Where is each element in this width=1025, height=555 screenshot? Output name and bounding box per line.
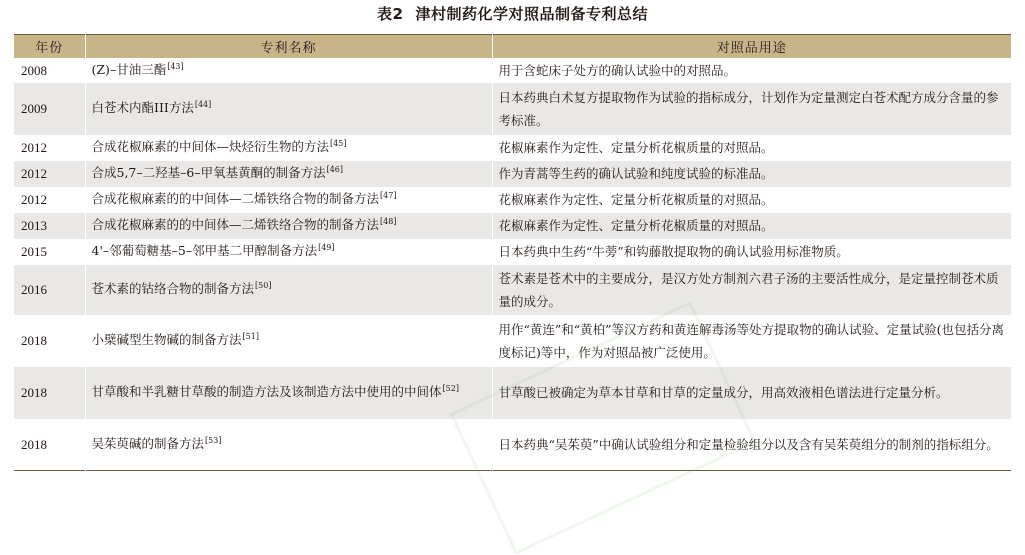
table-caption — [0, 4, 1025, 24]
cell-patent-name: 合成5,7–二羟基–6–甲氧基黄酮的制备方法[46] — [85, 161, 492, 187]
citation-ref: [45] — [330, 139, 347, 148]
table-number: 表2 — [377, 5, 404, 23]
cell-reference-use: 日本药典“吴茱萸”中确认试验组分和定量检验组分以及含有吴茱萸组分的制剂的指标组分。 — [492, 419, 1011, 471]
cell-patent-name: 白苍术内酯III方法[44] — [85, 83, 492, 135]
citation-ref: [48] — [380, 217, 397, 226]
table-row — [14, 58, 1011, 83]
cell-patent-name: 合成花椒麻素的中间体—炔烃衍生物的方法[45] — [85, 135, 492, 161]
cell-year: 2018 — [21, 436, 47, 452]
table-row — [14, 315, 1011, 367]
cell-reference-use: 花椒麻素作为定性、定量分析花椒质量的对照品。 — [492, 187, 1011, 213]
cell-patent-name: 4'–邻葡萄糖基–5–邻甲基二甲醇制备方法[49] — [85, 239, 492, 265]
cell-year: 2018 — [21, 385, 47, 400]
cell-reference-use: 用于含蛇床子处方的确认试验中的对照品。 — [492, 58, 1011, 83]
cell-year: 2018 — [21, 333, 47, 348]
header-reference-use: 对照品用途 — [492, 35, 1011, 58]
cell-patent-name: 合成花椒麻素的的中间体—二烯铁络合物的制备方法[48] — [85, 213, 492, 239]
cell-reference-use: 用作“黄连”和“黄柏”等汉方药和黄连解毒汤等处方提取物的确认试验、定量试验(也包括分离度标记)等中，作为对照品被广泛使用。 — [492, 315, 1011, 367]
cell-year: 2012 — [21, 140, 47, 155]
cell-year: 2016 — [21, 282, 47, 297]
cell-year: 2012 — [21, 166, 47, 181]
cell-reference-use: 日本药典白术复方提取物作为试验的指标成分，计划作为定量测定白苍术配方成分含量的参考标准。 — [492, 83, 1011, 135]
table-row — [14, 239, 1011, 265]
cell-reference-use: 日本药典中生药“牛蒡”和钩藤散提取物的确认试验用标准物质。 — [492, 239, 1011, 265]
header-row — [14, 35, 1011, 58]
table-row — [14, 419, 1011, 471]
cell-patent-name: 甘草酸和半乳糖甘草酸的制造方法及该制造方法中使用的中间体[52] — [85, 367, 492, 419]
cell-year: 2008 — [21, 62, 47, 78]
header-year: 年份 — [35, 40, 64, 56]
table-row — [14, 367, 1011, 419]
patent-table — [14, 34, 1011, 471]
table-row — [14, 83, 1011, 135]
citation-ref: [43] — [167, 61, 184, 71]
citation-ref: [50] — [255, 281, 272, 290]
citation-ref: [52] — [442, 384, 459, 393]
table-row — [14, 265, 1011, 315]
cell-reference-use: 花椒麻素作为定性、定量分析花椒质量的对照品。 — [492, 135, 1011, 161]
cell-patent-name: 合成花椒麻素的的中间体—二烯铁络合物的制备方法[47] — [85, 187, 492, 213]
cell-patent-name: 小檗碱型生物碱的制备方法[51] — [85, 315, 492, 367]
cell-patent-name: 吴茱萸碱的制备方法[53] — [85, 419, 492, 471]
citation-ref: [51] — [242, 332, 259, 341]
cell-year: 2015 — [21, 244, 47, 259]
citation-ref: [53] — [205, 435, 222, 445]
cell-reference-use: 花椒麻素作为定性、定量分析花椒质量的对照品。 — [492, 213, 1011, 239]
cell-year: 2012 — [21, 192, 47, 207]
citation-ref: [49] — [318, 243, 335, 252]
cell-reference-use: 作为青蒿等生药的确认试验和纯度试验的标准品。 — [492, 161, 1011, 187]
table-body — [14, 58, 1011, 471]
table-row — [14, 135, 1011, 161]
cell-year: 2013 — [21, 218, 47, 233]
table-title: 津村制药化学对照品制备专利总结 — [415, 5, 648, 23]
cell-patent-name: 苍术素的钴络合物的制备方法[50] — [85, 265, 492, 315]
citation-ref: [47] — [380, 191, 397, 200]
header-patent-name: 专利名称 — [85, 35, 492, 58]
cell-patent-name: (Z)–甘油三酯[43] — [85, 58, 492, 83]
citation-ref: [46] — [326, 165, 344, 174]
cell-year: 2009 — [21, 101, 47, 116]
cell-reference-use: 甘草酸已被确定为草本甘草和甘草的定量成分，用高效液相色谱法进行定量分析。 — [492, 367, 1011, 419]
table-row — [14, 187, 1011, 213]
table-row — [14, 161, 1011, 187]
table-row — [14, 213, 1011, 239]
citation-ref: [44] — [194, 100, 212, 109]
cell-reference-use: 苍术素是苍术中的主要成分，是汉方处方制剂六君子汤的主要活性成分，是定量控制苍术质量的成分。 — [492, 265, 1011, 315]
